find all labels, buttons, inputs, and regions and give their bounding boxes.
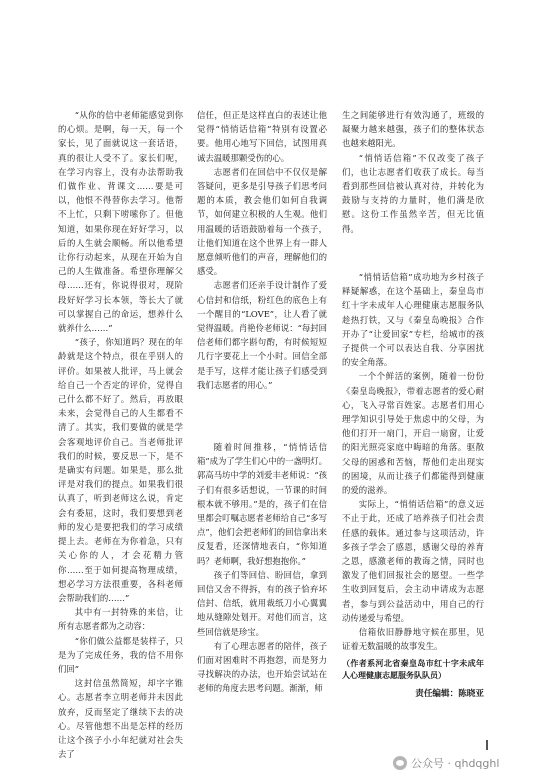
paragraph: 信任，但正是这样直白的表述让他觉得“悄悄话信箱”特别有设置必要。他用心地写下回信，试图用真诚去温暖那颗受伤的心。	[197, 110, 327, 163]
column-right-bottom	[342, 270, 484, 702]
paragraph: “悄悄话信箱”不仅改变了孩子们，也让志愿者们收获了成长。每当看到那些回信被认真对待，并转化为鼓励与支持的力量时，他们满是欣慰。这份工作虽然辛苦，但无比值得。	[342, 152, 484, 234]
paragraph: 随着时间推移，“悄悄话信箱”成为了学生们心中的一盏明灯。郭高马坊中学的刘爱丰老师说：“孩子们有很多话想说，一节课的时间根本就不够用。”是的，孩子们在信里都会叮嘱志愿者老师给自己“多写点”，他们会把老师们的回信拿出来反复看，还深情地表白，“你知道吗？老师啊，我好想抱抱你。”	[197, 442, 327, 566]
paragraph: “你们做公益都是装样子，只是为了完成任务，我的信不用你们回”	[58, 635, 183, 674]
watermark-text: 公众号 · qhdqghl	[411, 757, 500, 770]
column-right-top	[342, 108, 484, 236]
paragraph: 志愿者们在回信中不仅仅是解答疑问，更多是引导孩子们思考问题的本质，教会他们如何自我调节，如何建立积极的人生观。他们用温暖的话语鼓励着每一个孩子，让他们知道在这个世界上有一群人愿意倾听他们的声音，理解他们的感受。	[197, 166, 327, 277]
paragraph: “孩子，你知道吗？现在的年龄就是这个特点，很在乎别人的评价。如果被人批评，马上就会给自己一个否定的评价，觉得自己什么都不好了。然后，再放眼未来，会觉得自己的人生都看不清了。其实，我们要做的就是学会客观地评价自己。当老师批评我们的时候，要反思一下，是不是确实有问题。如果是，那么批评是对我们的提点。如果我们很认真了，听到老师这么说，肯定会有委屈，这时，我们要想到老师的发心是要把我们的学习成绩提上去。老师在为你着急，只有关心你的人，才会花精力管你……至于如何提高物理成绩，想必学习方法很重要，各科老师会帮助我们的……”	[58, 337, 183, 603]
paragraph: 生之间能够进行有效沟通了，班级的凝聚力越来越强，孩子们的整体状态也越来越阳光。	[342, 110, 484, 149]
column-left	[58, 108, 183, 761]
paragraph: 信箱依旧静静地守候在那里，见证着无数温暖的故事发生。	[342, 627, 484, 652]
paragraph: 孩子们等回信、盼回信，拿到回信又舍不得拆，有的孩子恰弃坏信封、信纸，就用裁纸刀小心翼翼地从缝隙处划开。对他们而言，这些回信就是珍宝。	[197, 569, 327, 637]
editor-credit: 责任编辑：陈晓亚	[415, 689, 484, 700]
watermark	[393, 752, 553, 774]
wechat-icon	[393, 756, 407, 770]
page-marker	[486, 740, 488, 750]
paragraph: 有了心理志愿者的陪伴，孩子们面对困难时不再抱怨，而是努力寻找解决的办法，也开始尝试站在老师的角度去思考问题。渐渐，师	[197, 640, 327, 694]
paragraph: “悄悄话信箱”成功地为乡村孩子释疑解惑，在这个基础上，秦皇岛市红十字未成年人心理健康志愿服务队趁热打铁，又与《秦皇岛晚报》合作开办了“让爱回家”专栏，给城市的孩子提供一个可以表达自我、分享困扰的安全角落。	[342, 272, 484, 368]
paragraph: 志愿者们还亲手设计制作了爱心信封和信纸，粉红色的底色上有一个醒目的“LOVE”，让人看了就觉得温暖。肖艳伶老师说：“每封回信老师们都字斟句酌，有时候短短几行字要花上一个小时。回信全部是手写，这样才能让孩子们感受到我们志愿者的用心。”	[197, 280, 327, 390]
column-middle-top	[197, 108, 327, 392]
paragraph: 这封信虽然简短，却字字锥心。志愿者李立明老师并未因此放弃，反而坚定了继续下去的决心。尽管他想不出是怎样的经历让这个孩子小小年纪就对社会失去了	[58, 678, 183, 760]
author-note: （作者系河北省秦皇岛市红十字未成年人心理健康志愿服务队队员）	[342, 658, 484, 681]
paragraph: 一个个鲜活的案例，随着一份份《秦皇岛晚报》，带着志愿者的爱心耐心，飞入寻常百姓家。志愿者们用心理学知识引导处于焦虑中的父母，为他们打开一扇门，开启一扇窗，让爱的阳光照亮家庭中晦暗的角落。驱散父母的困惑和苦恼，帮他们走出现实的困境，从而让孩子们都能得到健康的爱的滋养。	[342, 371, 484, 496]
paragraph: “从你的信中老师能感觉到你的心烦。是啊，每一天，每一个家长，见了面就说这一套话语，真的很让人受不了。家长们呢，在学习内容上，没有办法帮助我们做作业、背课文……要是可以，他恨不得替你去学习。他帮不上忙，只剩下唠嗦你了。但他知道，如果你现在好好学习，以后的人生就会顺畅。所以他希望让你行动起来，从现在开始为自己的人生做准备。希望你理解父母……还有，你说得很对，现阶段好好学习长本领，等长大了就可以掌握自己的命运，想养什么就养什么……”	[58, 110, 183, 334]
column-middle-bottom	[197, 440, 327, 696]
paragraph: 其中有一封特殊的来信，让所有志愿者都为之动容：	[58, 607, 183, 632]
paragraph: 实际上，“悄悄话信箱”的意义远不止于此，还成了培养孩子们社会责任感的载体。通过参与这项活动，许多孩子学会了感恩，感谢父母的养育之恩，感激老师的教诲之情，同时也激发了他们回报社会的愿望。一些学生收到回复后，会主动申请成为志愿者，参与到公益活动中，用自己的行动传递爱与希望。	[342, 499, 484, 623]
